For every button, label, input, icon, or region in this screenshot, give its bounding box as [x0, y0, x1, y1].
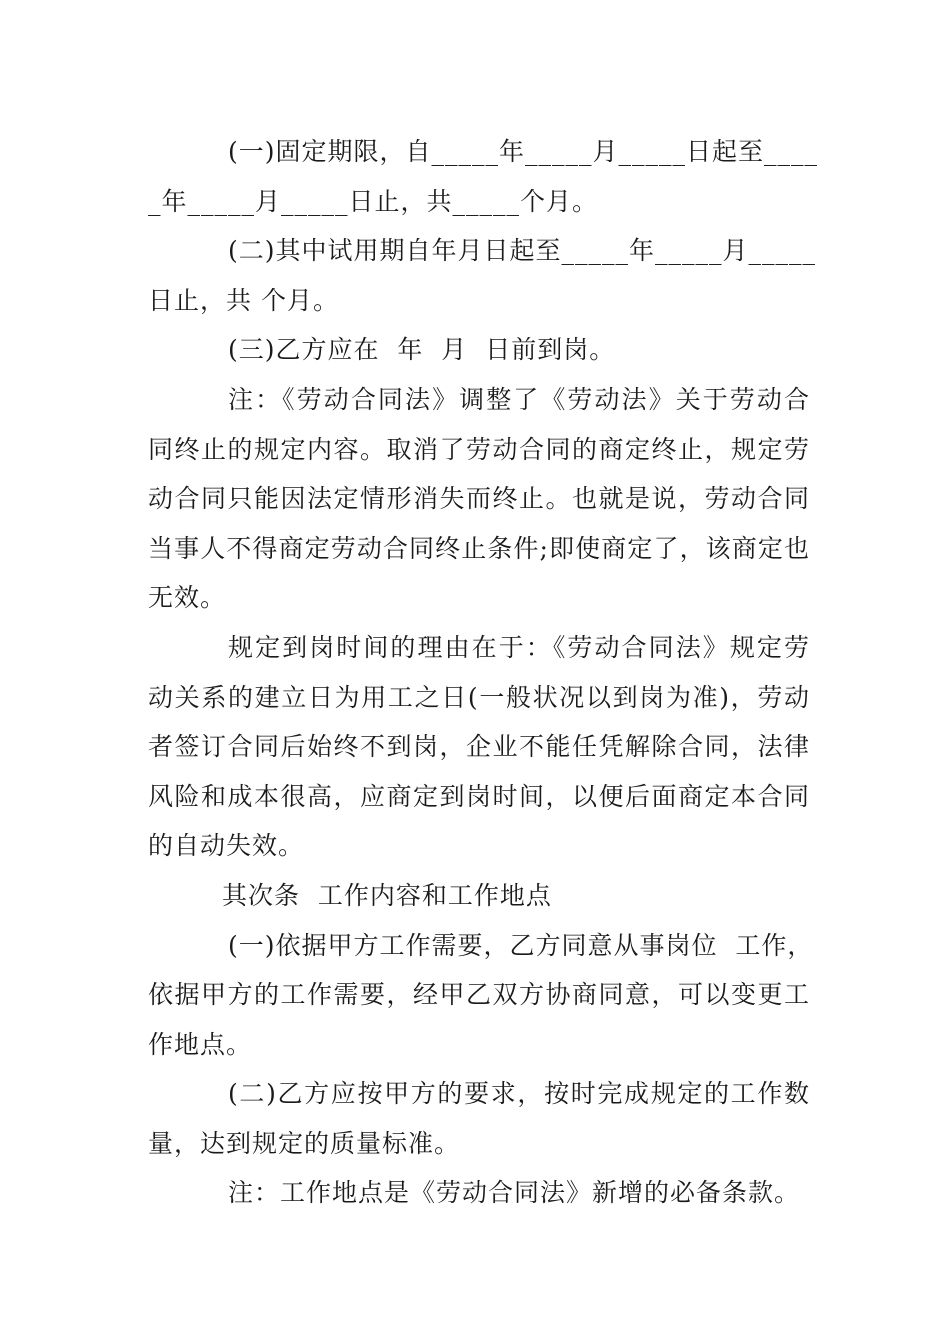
clause-fixed-term-line-2: _年_____月_____日止，共_____个月。 — [148, 186, 599, 216]
clause-report-date: (三)乙方应在 年 月 日前到岗。 — [228, 335, 616, 365]
note-termination-line-5: 无效。 — [148, 583, 227, 613]
document-body — [148, 127, 819, 1218]
clause-job-line-3: 作地点。 — [148, 1029, 253, 1059]
clause-fixed-term-line-1: (一)固定期限，自_____年_____月_____日起至____ — [228, 137, 819, 166]
article-heading: 其次条 工作内容和工作地点 — [222, 880, 552, 910]
note-workplace: 注：工作地点是《劳动合同法》新增的必备条款。 — [228, 1178, 801, 1208]
clause-job-line-2: 依据甲方的工作需要，经甲乙双方协商同意，可以变更工 — [148, 980, 810, 1010]
clause-quality-line-1: (二)乙方应按甲方的要求，按时完成规定的工作数 — [228, 1079, 810, 1109]
note-report-reason-line-4: 风险和成本很高，应商定到岗时间，以便后面商定本合同 — [148, 781, 810, 811]
note-report-reason-line-1: 规定到岗时间的理由在于：《劳动合同法》规定劳 — [228, 632, 810, 662]
note-report-reason-line-5: 的自动失效。 — [148, 831, 305, 861]
clause-job-line-1: (一)依据甲方工作需要，乙方同意从事岗位 工作， — [228, 930, 814, 960]
note-termination-line-3: 动合同只能因法定情形消失而终止。也就是说，劳动合同 — [148, 484, 810, 514]
note-report-reason-line-3: 者签订合同后始终不到岗，企业不能任凭解除合同，法律 — [148, 732, 810, 762]
clause-probation-line-2: 日止，共 个月。 — [148, 285, 339, 315]
note-termination-line-2: 同终止的规定内容。取消了劳动合同的商定终止，规定劳 — [148, 434, 810, 464]
note-termination-line-1: 注：《劳动合同法》调整了《劳动法》关于劳动合 — [228, 384, 810, 414]
note-termination-line-4: 当事人不得商定劳动合同终止条件;即使商定了，该商定也 — [148, 533, 810, 563]
clause-quality-line-2: 量，达到规定的质量标准。 — [148, 1128, 461, 1158]
clause-probation-line-1: (二)其中试用期自年月日起至_____年_____月_____ — [228, 236, 817, 266]
note-report-reason-line-2: 动关系的建立日为用工之日(一般状况以到岗为准)，劳动 — [148, 682, 810, 712]
